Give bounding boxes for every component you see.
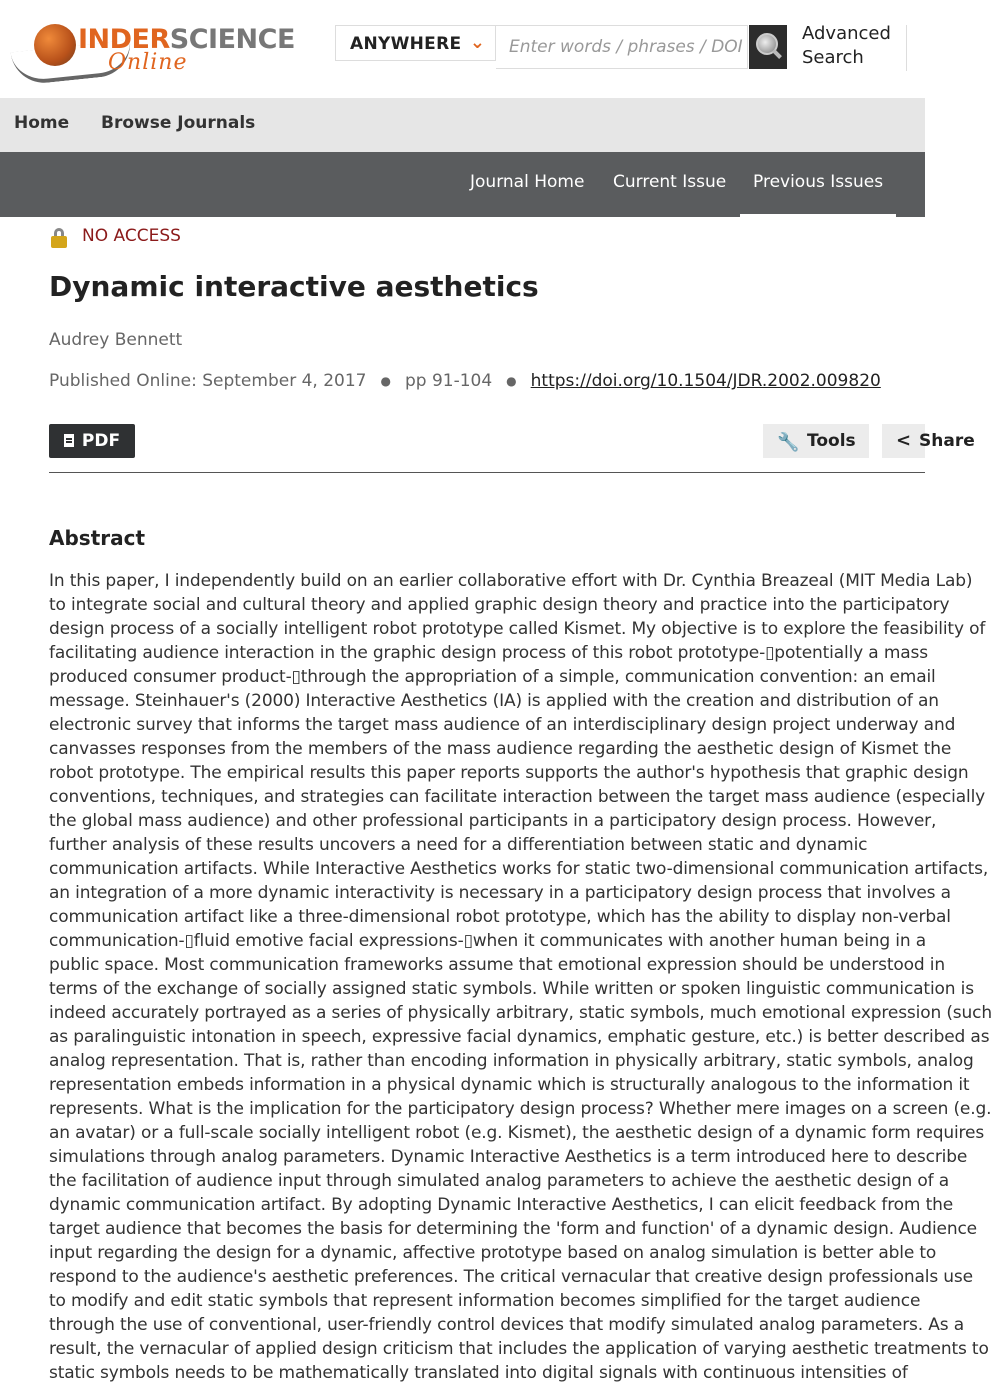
chevron-down-icon: ⌄	[469, 32, 485, 53]
search-button[interactable]	[749, 25, 787, 69]
inderscience-logo[interactable]	[12, 20, 304, 78]
primary-nav	[0, 98, 925, 152]
tools-button[interactable]: 🔧 Tools	[763, 424, 869, 458]
logo-wordmark: INDERSCIENCE	[78, 24, 295, 55]
abstract-body: In this paper, I independently build on an earlier collaborative effort with Dr. Cynthia Breazeal (MIT Media Lab) to integrate social and cultural theory and applied graphic design theory and practice into the participatory design process of a socially intelligent robot prototype called Kismet. My objective is to explore the feasibility of facilitating audience interaction in the graphic design process of this robot prototype-▯potentially a mass produced consumer product-▯through the appropriation of a simple, communication convention: an email message. Steinhauer's (2000) Interactive Aesthetics (IA) is applied with the creation and distribution of an electronic survey that informs the target mass audience of an interdisciplinary design project underway and canvasses responses from the members of the mass audience regarding the aesthetic design of Kismet the robot prototype. The empirical results this paper reports supports the author's hypothesis that graphic design conventions, techniques, and strategies can facilitate interaction between the target mass audience (especially the global mass audience) and other professional participants in a participatory design process. However, further analysis of these results uncovers a need for a differentiation between static and dynamic communication artifacts. While Interactive Aesthetics works for static two-dimensional communication artifacts, an integration of a more dynamic interactivity is necessary in a participatory design process that involves a communication artifact like a three-dimensional robot prototype, which has the ability to display non-verbal communication-▯fluid emotive facial expressions-▯when it communicates with another human being in a public space. Most communication frameworks assume that emotional expression should be understood in terms of the exchange of socially assigned static symbols. While written or spoken linguistic communication is indeed accurately portrayed as a series of physically arbitrary, static symbols, much emotional expression (such as paralinguistic intonation in speech, expressive facial dynamics, emphatic gesture, etc.) is better described as analog representation. That is, rather than encoding information in physically arbitrary, static symbols, analog representation embeds information in a physical dynamic which is structurally analogous to the information it represents. What is the implication for the participatory design process? Whether mere images on a screen (e.g. an avatar) or a full-scale socially intelligent robot (e.g. Kismet), the aesthetic design of a dynamic form requires simulations through analog parameters. Dynamic Interactive Aesthetics is a term introduced here to describe the facilitation of audience input through simulated analog parameters to achieve the aesthetic design of a dynamic communication artifact. By adopting Dynamic Interactive Aesthetics, I can elicit feedback from the target audience that becomes the basis for determining the 'form and function' of a dynamic design. Audience input regarding the design for a dynamic, affective prototype based on analog simulation is better able to respond to the audience's aesthetic preferences. The critical vernacular that creative design professionals use to modify and edit static symbols that represent information becomes simplified for the target audience through the use of conventional, user-friendly control devices that modify simulated analog parameters. As a result, the vernacular of applied design criticism that includes the application of varying aesthetic treatments to static symbols needs to be mathematically translated into digital signals with continuous intensities of	[49, 571, 992, 1383]
share-icon: <	[896, 430, 912, 451]
site-header	[0, 0, 925, 98]
globe-icon	[34, 24, 76, 66]
abstract-heading: Abstract	[49, 526, 146, 550]
published-date: Published Online: September 4, 2017	[49, 371, 367, 391]
article-author[interactable]: Audrey Bennett	[49, 330, 183, 350]
share-button[interactable]: < Share	[882, 424, 925, 458]
search-scope-select[interactable]	[335, 25, 496, 61]
page-range: pp 91-104	[404, 371, 493, 391]
journal-nav	[0, 152, 925, 217]
divider	[49, 472, 925, 473]
logo-online: Online	[108, 50, 188, 75]
wrench-icon: 🔧	[777, 432, 800, 453]
tab-journal-home[interactable]: Journal Home	[470, 172, 585, 192]
nav-home[interactable]: Home	[14, 113, 70, 133]
tab-previous-issues[interactable]: Previous Issues	[753, 172, 884, 192]
advanced-search-link[interactable]: Advanced Search	[802, 23, 891, 68]
tab-current-issue[interactable]: Current Issue	[613, 172, 727, 192]
search-scope-label: ANYWHERE	[350, 34, 462, 54]
active-tab-indicator	[740, 214, 896, 217]
article-title: Dynamic interactive aesthetics	[49, 270, 539, 303]
search-input[interactable]	[496, 25, 748, 69]
pdf-icon	[64, 434, 74, 447]
article-meta: Published Online: September 4, 2017 ● pp 91-104 ● https://doi.org/10.1504/JDR.2002.009820	[49, 371, 881, 391]
access-label: NO ACCESS	[82, 226, 181, 246]
lock-icon	[49, 228, 71, 248]
nav-browse-journals[interactable]: Browse Journals	[101, 113, 256, 133]
header-divider	[906, 25, 907, 71]
pdf-button[interactable]: PDF	[49, 424, 135, 458]
doi-link[interactable]: https://doi.org/10.1504/JDR.2002.009820	[530, 371, 881, 391]
